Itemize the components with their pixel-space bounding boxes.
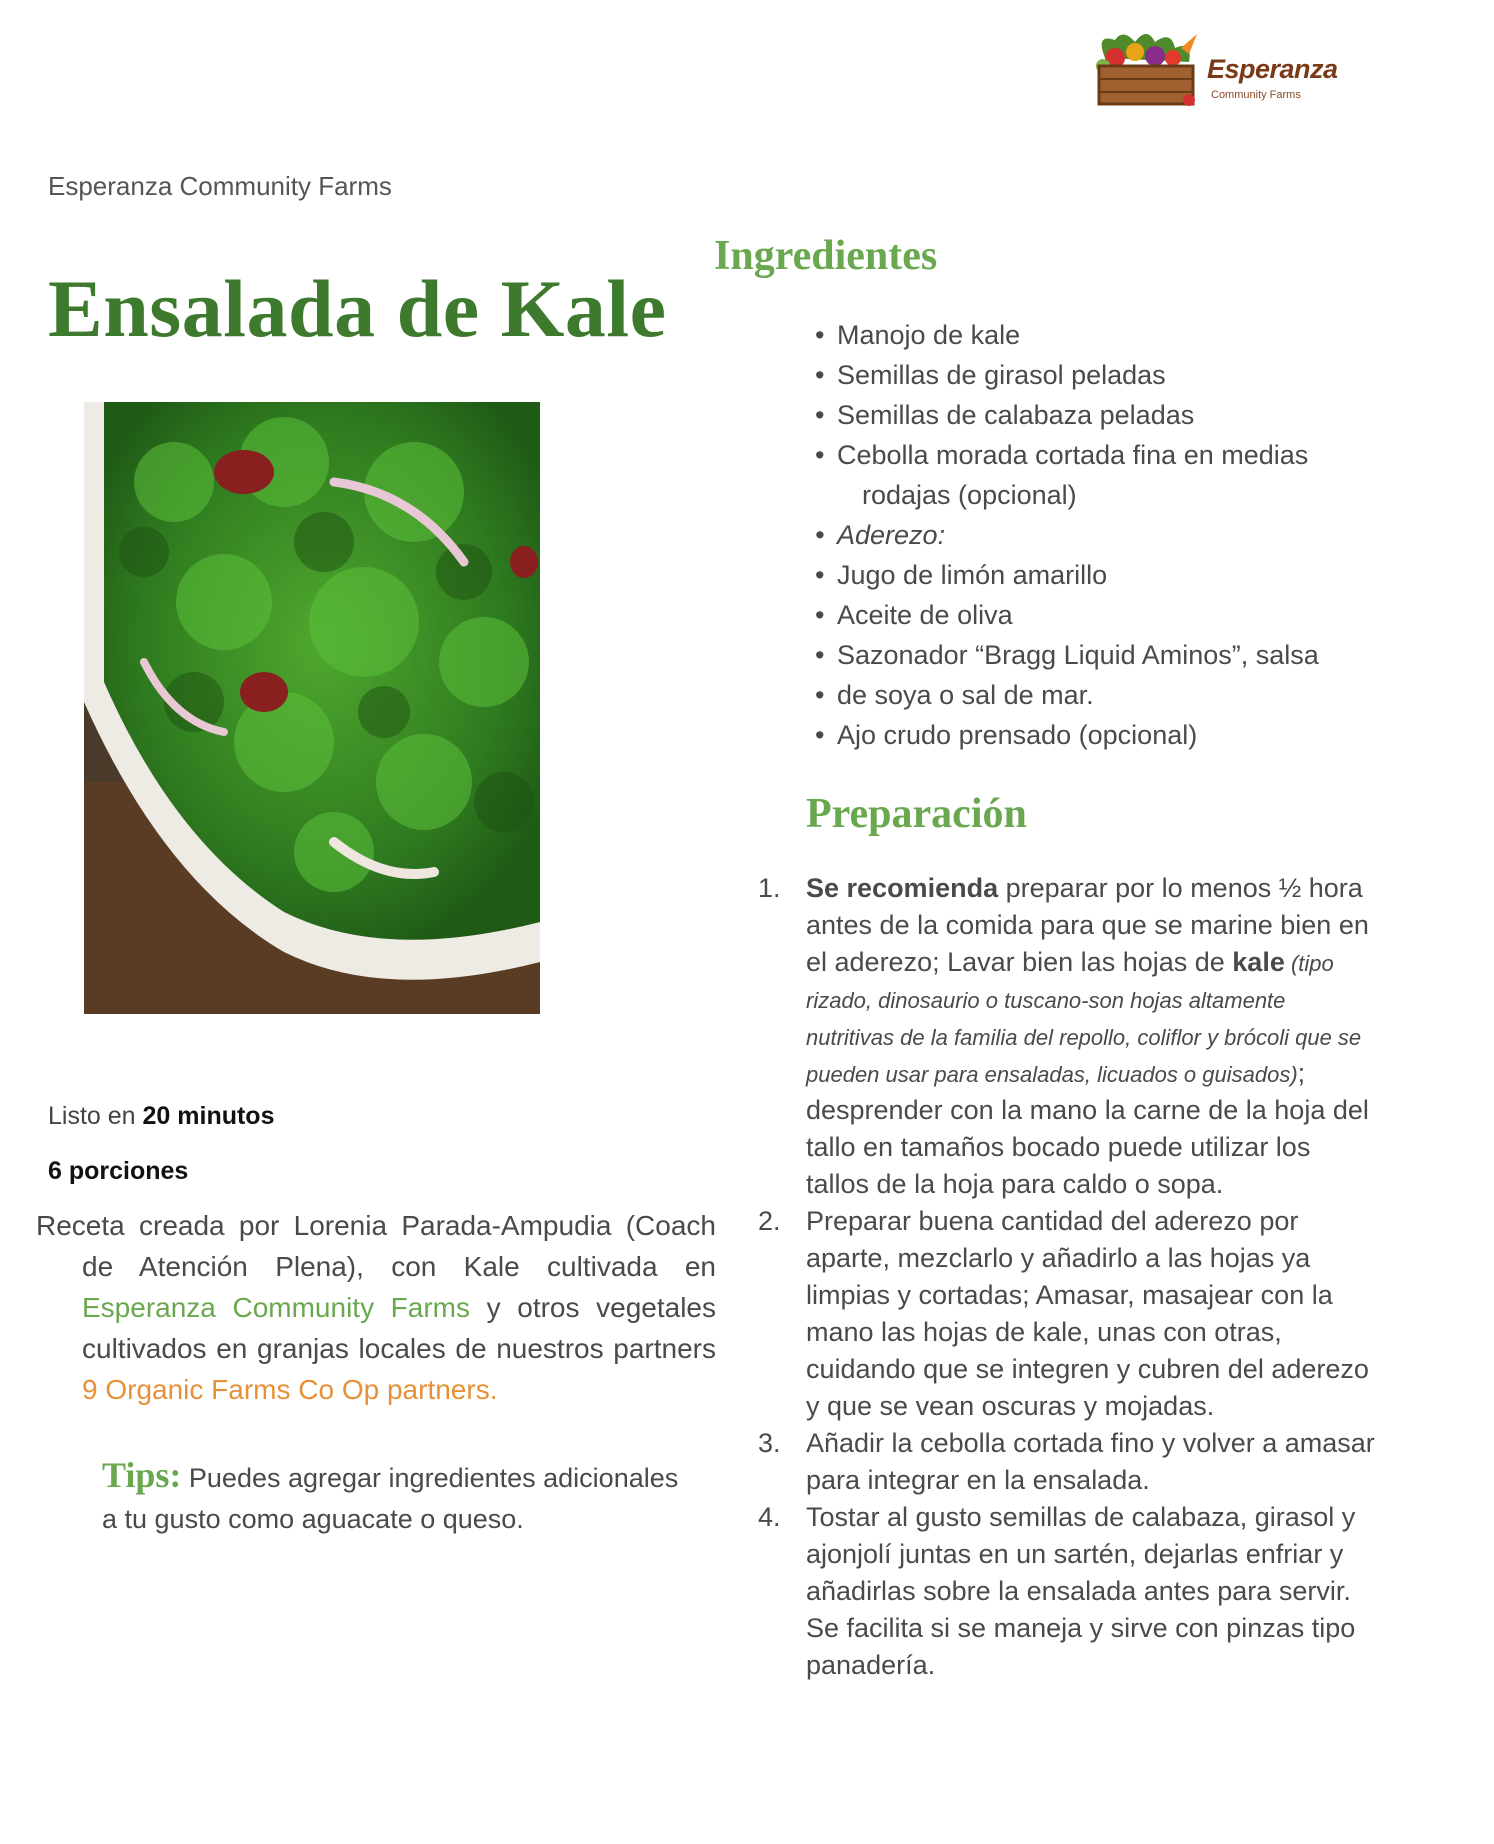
ingredient-item-continuation: rodajas (opcional): [862, 480, 1077, 510]
step-text: Tostar al gusto semillas de calabaza, girasol y ajonjolí juntas en un sartén, dejarlas enfriar y añadirlas sobre la ensalada antes para servir. Se facilita si se maneja y sirve con pinzas tipo panadería.: [806, 1502, 1356, 1680]
preparation-step: [758, 1499, 1378, 1684]
ingredient-item: • Semillas de girasol peladas: [815, 355, 1355, 395]
servings: 6 porciones: [48, 1157, 189, 1185]
kale-salad-image: [84, 402, 540, 1014]
tips-label: Tips:: [102, 1455, 182, 1495]
kale-salad-photo: [84, 402, 540, 1014]
preparation-step: [758, 1203, 1378, 1425]
ingredient-item: • Manojo de kale: [815, 315, 1355, 355]
ingredients-list: [815, 315, 1355, 755]
esperanza-farms-link[interactable]: Esperanza Community Farms: [82, 1292, 471, 1323]
step-text: ; desprender con la mano la carne de la hoja del tallo en tamaños bocado puede utilizar los tallos de la hoja para caldo o sopa.: [806, 1058, 1369, 1199]
organic-farms-link[interactable]: 9 Organic Farms Co Op partners.: [82, 1374, 498, 1405]
ingredient-item: [815, 435, 1355, 515]
ingredients-heading: Ingredientes: [714, 233, 938, 279]
ingredient-item: • Aceite de oliva: [815, 595, 1355, 635]
ingredient-item-line: Cebolla morada cortada fina en medias: [837, 440, 1309, 470]
step-number: 4.: [758, 1502, 781, 1532]
preparation-steps: [758, 870, 1378, 1684]
step-bold-text: Se recomienda: [806, 873, 999, 903]
step-text: Añadir la cebolla cortada fino y volver a amasar para integrar en la ensalada.: [806, 1428, 1375, 1495]
credit-text-2: y otros vegetales cultivados en granjas locales de nuestros partners: [82, 1292, 716, 1364]
step-number: 1.: [758, 873, 781, 903]
step-number: 3.: [758, 1428, 781, 1458]
ingredient-item: • de soya o sal de mar.: [815, 675, 1355, 715]
ingredient-item: • Jugo de limón amarillo: [815, 555, 1355, 595]
preparation-heading: Preparación: [806, 791, 1027, 837]
recipe-credit: [36, 1205, 716, 1410]
ready-prefix: Listo en: [48, 1102, 136, 1130]
ready-time: [48, 1102, 275, 1131]
preparation-step: [758, 870, 1378, 1203]
recipe-title: Ensalada de Kale: [48, 263, 667, 354]
step-italic-note: (tipo rizado, dinosaurio o tuscano-son hojas altamente nutritivas de la familia del repollo, coliflor y brócoli que se pueden usar para ensaladas, licuados o guisados): [806, 951, 1362, 1087]
step-number: 2.: [758, 1206, 781, 1236]
ingredient-item: • Sazonador “Bragg Liquid Aminos”, salsa: [815, 635, 1355, 675]
step-bold-text: kale: [1232, 947, 1285, 977]
credit-text-1: Receta creada por Lorenia Parada-Ampudia (Coach de Atención Plena), con Kale cultivada en: [36, 1210, 716, 1282]
tips-box: [102, 1455, 682, 1540]
esperanza-logo: [1085, 18, 1365, 108]
ingredient-item: • Aderezo:: [815, 515, 1355, 555]
ready-time-value: 20 minutos: [142, 1102, 275, 1130]
step-text: Preparar buena cantidad del aderezo por aparte, mezclarlo y añadirlo a las hojas ya limpias y cortadas; Amasar, masajear con la mano las hojas de kale, unas con otras, cuidando que se integren y cubren del aderezo y que se vean oscuras y mojadas.: [806, 1206, 1369, 1421]
logo-subtitle: Community Farms: [1211, 89, 1301, 101]
vegetable-crate-icon: [1085, 28, 1205, 108]
preparation-step: [758, 1425, 1378, 1499]
organization-name: Esperanza Community Farms: [48, 171, 392, 201]
tips-text: Puedes agregar ingredientes adicionales a tu gusto como aguacate o queso.: [102, 1463, 679, 1534]
ingredient-item: • Semillas de calabaza peladas: [815, 395, 1355, 435]
step-text: preparar por lo menos ½ hora antes de la comida para que se marine bien en el aderezo; Lavar bien las hojas de: [806, 873, 1369, 977]
ingredient-item: • Ajo crudo prensado (opcional): [815, 715, 1355, 755]
logo-wordmark: Esperanza: [1207, 54, 1338, 84]
